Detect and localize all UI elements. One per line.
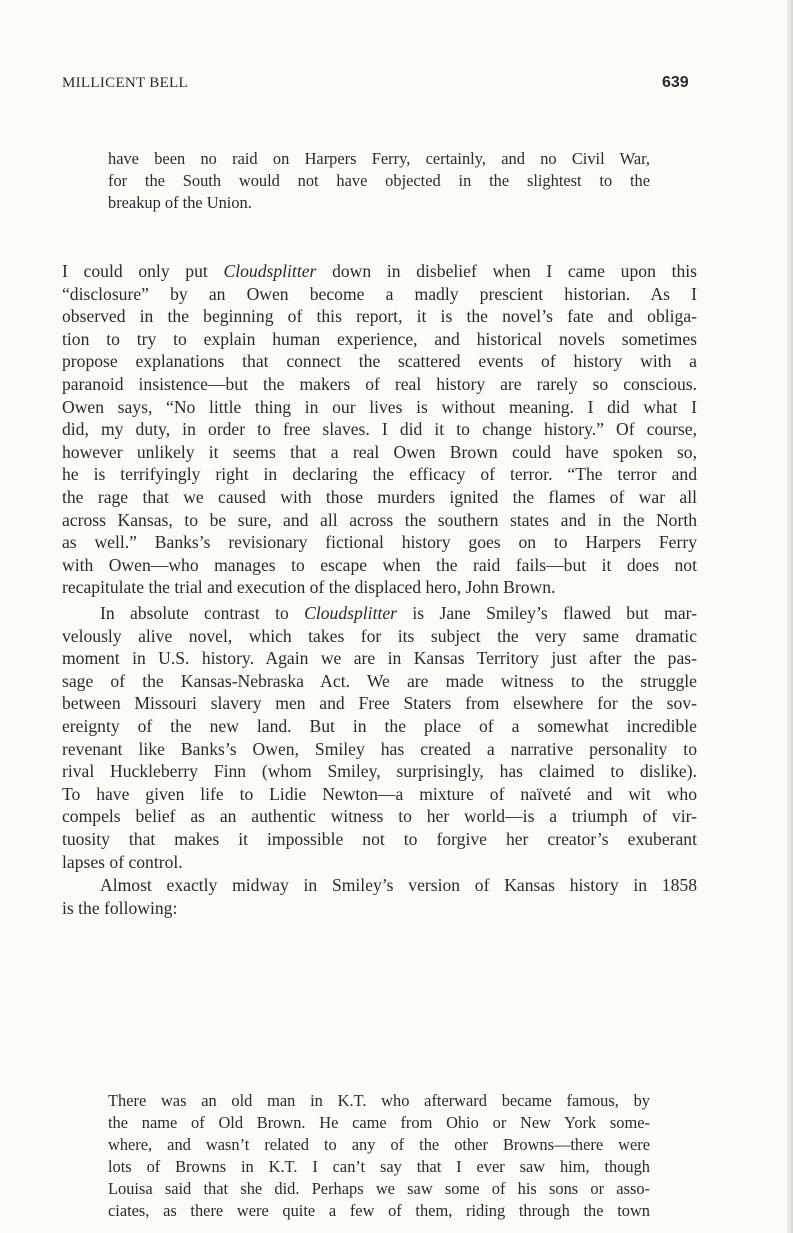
text-line: tuosity that makes it impossible not to forgive her creator’s exuberant [62,828,697,849]
text-line: as well.” Banks’s revisionary fictional history goes on to Harpers Ferry [62,532,697,553]
page-edge [787,0,793,1233]
text-line: ciates, as there were quite a few of them, riding through the town [108,1201,650,1220]
text-line: velously alive novel, which takes for its subject the very same dramatic [62,625,697,646]
paragraph-1 [62,260,697,599]
text-line: observed in the beginning of this report, it is the novel’s fate and obliga- [62,306,697,327]
text-line: with Owen—who manages to escape when the raid fails—but it does not [62,554,697,575]
text-line: paranoid insistence—but the makers of real history are rarely so conscious. [62,373,697,394]
text-line: between Missouri slavery men and Free Staters from elsewhere for the sov- [62,693,697,714]
text-line: tion to try to explain human experience, and historical novels sometimes [62,328,697,349]
text-line: the name of Old Brown. He came from Ohio or New York some- [108,1113,650,1132]
page-number: 639 [662,74,689,91]
text-line: In absolute contrast to Cloudsplitter is Jane Smiley’s flawed but mar- [100,603,698,623]
text-line: across Kansas, to be sure, and all across the southern states and in the North [62,509,697,530]
text-line: rival Huckleberry Finn (whom Smiley, surprisingly, has claimed to dislike). [62,761,697,782]
text-line: however unlikely it seems that a real Owen Brown could have spoken so, [62,441,697,462]
paragraph-3 [62,874,697,919]
block-quote-2 [108,1090,650,1222]
text-line: sage of the Kansas-Nebraska Act. We are made witness to the struggle [62,670,697,691]
block-quote-1 [108,148,650,214]
text-line: the rage that we caused with those murders ignited the flames of war all [62,486,697,507]
text-line: moment in U.S. history. Again we are in Kansas Territory just after the pas- [62,648,697,669]
text-line: for the South would not have objected in the slightest to the [108,171,650,190]
running-head: MILLICENT BELL [62,75,188,91]
text-line: where, and wasn’t related to any of the other Browns—there were [108,1135,650,1154]
text-line: compels belief as an authentic witness to her world—is a triumph of vir- [62,806,697,827]
text-line: he is terrifyingly right in declaring the efficacy of terror. “The terror and [62,464,697,485]
text-line: have been no raid on Harpers Ferry, certainly, and no Civil War, [108,149,650,168]
text-line: did, my duty, in order to free slaves. I did it to change history.” Of course, [62,419,697,440]
text-line: lots of Browns in K.T. I can’t say that I ever saw him, though [108,1157,650,1176]
paragraph-2 [62,602,697,873]
text-line: There was an old man in K.T. who afterward became famous, by [108,1091,650,1110]
text-line: To have given life to Lidie Newton—a mixture of naïveté and wit who [62,783,697,804]
text-line: “disclosure” by an Owen become a madly prescient historian. As I [62,283,697,304]
text-line: revenant like Banks’s Owen, Smiley has created a narrative personality to [62,738,697,759]
book-title: Cloudsplitter [223,261,317,281]
text-line: lapses of control. [62,851,183,872]
text-line: is the following: [62,897,178,918]
text-line: ereignty of the new land. But in the place of a somewhat incredible [62,715,697,736]
text-line: Louisa said that she did. Perhaps we saw some of his sons or asso- [108,1179,650,1198]
text-line: Owen says, “No little thing in our lives is without meaning. I did what I [62,396,697,417]
book-title: Cloudsplitter [304,603,398,623]
text-line: recapitulate the trial and execution of the displaced hero, John Brown. [62,577,556,598]
text-line: propose explanations that connect the scattered events of history with a [62,351,697,372]
text-line: I could only put Cloudsplitter down in disbelief when I came upon this [62,261,697,281]
text-line: breakup of the Union. [108,193,252,212]
text-line: Almost exactly midway in Smiley’s version of Kansas history in 1858 [100,875,697,895]
